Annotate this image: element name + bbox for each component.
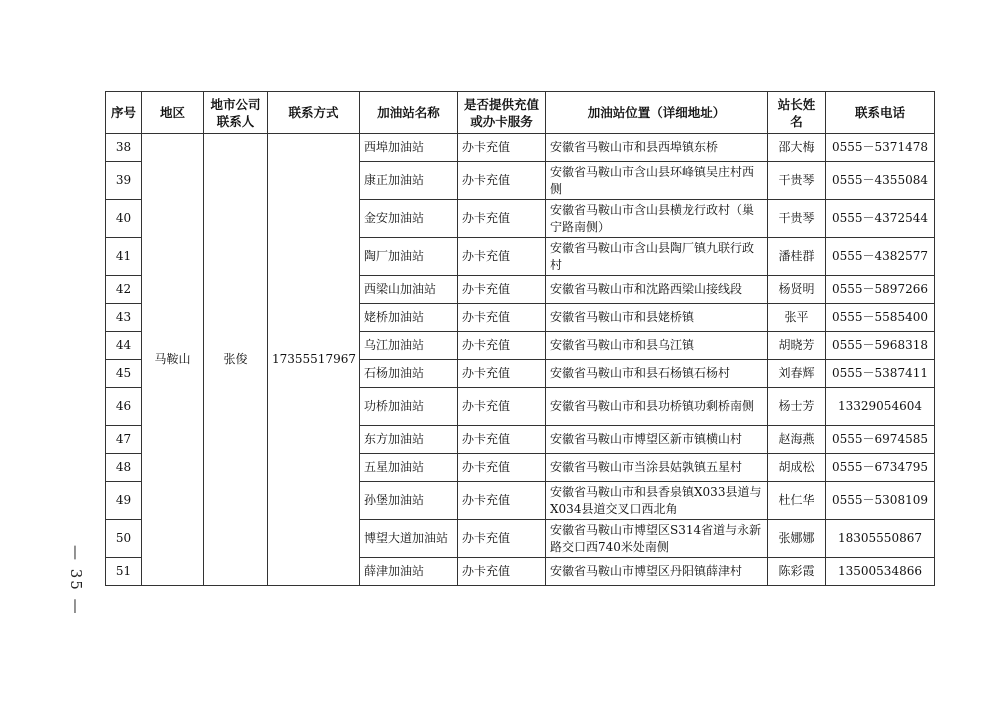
header-row	[106, 92, 935, 134]
service-type: 办卡充值	[458, 454, 546, 482]
station-phone: 18305550867	[826, 520, 935, 558]
manager-name: 张平	[768, 304, 826, 332]
row-number: 38	[106, 134, 142, 162]
manager-name: 陈彩霞	[768, 558, 826, 586]
station-address: 安徽省马鞍山市博望区新市镇横山村	[546, 426, 768, 454]
station-name: 姥桥加油站	[360, 304, 458, 332]
header-region: 地区	[142, 92, 204, 134]
row-number: 46	[106, 388, 142, 426]
region-cell: 马鞍山	[142, 134, 204, 586]
service-type: 办卡充值	[458, 426, 546, 454]
station-phone: 0555－5308109	[826, 482, 935, 520]
manager-name: 张娜娜	[768, 520, 826, 558]
station-address: 安徽省马鞍山市当涂县姑孰镇五星村	[546, 454, 768, 482]
station-address: 安徽省马鞍山市含山县环峰镇吴庄村西侧	[546, 162, 768, 200]
service-type: 办卡充值	[458, 520, 546, 558]
row-number: 49	[106, 482, 142, 520]
station-address: 安徽省马鞍山市和县香泉镇X033县道与X034县道交叉口西北角	[546, 482, 768, 520]
station-address: 安徽省马鞍山市和县功桥镇功剩桥南侧	[546, 388, 768, 426]
row-number: 48	[106, 454, 142, 482]
header-address: 加油站位置（详细地址）	[546, 92, 768, 134]
service-type: 办卡充值	[458, 304, 546, 332]
manager-name: 杨士芳	[768, 388, 826, 426]
station-name: 西埠加油站	[360, 134, 458, 162]
manager-name: 杨贤明	[768, 276, 826, 304]
station-name: 石杨加油站	[360, 360, 458, 388]
row-number: 51	[106, 558, 142, 586]
station-name: 金安加油站	[360, 200, 458, 238]
station-address: 安徽省马鞍山市和县西埠镇东桥	[546, 134, 768, 162]
table-row	[106, 134, 935, 162]
row-number: 39	[106, 162, 142, 200]
header-service: 是否提供充值或办卡服务	[458, 92, 546, 134]
gas-station-table	[105, 91, 935, 586]
header-station-name: 加油站名称	[360, 92, 458, 134]
station-name: 乌江加油站	[360, 332, 458, 360]
contact-phone-cell: 17355517967	[268, 134, 360, 586]
station-address: 安徽省马鞍山市和县乌江镇	[546, 332, 768, 360]
manager-name: 邵大梅	[768, 134, 826, 162]
row-number: 47	[106, 426, 142, 454]
service-type: 办卡充值	[458, 332, 546, 360]
station-phone: 0555－5371478	[826, 134, 935, 162]
station-name: 功桥加油站	[360, 388, 458, 426]
service-type: 办卡充值	[458, 200, 546, 238]
manager-name: 赵海燕	[768, 426, 826, 454]
station-address: 安徽省马鞍山市含山县横龙行政村（巢宁路南侧）	[546, 200, 768, 238]
station-phone: 0555－5585400	[826, 304, 935, 332]
station-name: 薛津加油站	[360, 558, 458, 586]
manager-name: 胡晓芳	[768, 332, 826, 360]
station-address: 安徽省马鞍山市和县姥桥镇	[546, 304, 768, 332]
service-type: 办卡充值	[458, 388, 546, 426]
station-address: 安徽省马鞍山市和县石杨镇石杨村	[546, 360, 768, 388]
station-phone: 0555－4355084	[826, 162, 935, 200]
station-name: 五星加油站	[360, 454, 458, 482]
row-number: 40	[106, 200, 142, 238]
header-manager: 站长姓名	[768, 92, 826, 134]
station-phone: 13329054604	[826, 388, 935, 426]
row-number: 45	[106, 360, 142, 388]
service-type: 办卡充值	[458, 238, 546, 276]
station-phone: 0555－6734795	[826, 454, 935, 482]
row-number: 50	[106, 520, 142, 558]
station-name: 西梁山加油站	[360, 276, 458, 304]
station-address: 安徽省马鞍山市含山县陶厂镇九联行政村	[546, 238, 768, 276]
manager-name: 干贵琴	[768, 200, 826, 238]
manager-name: 胡成松	[768, 454, 826, 482]
station-name: 康正加油站	[360, 162, 458, 200]
station-address: 安徽省马鞍山市博望区丹阳镇薛津村	[546, 558, 768, 586]
service-type: 办卡充值	[458, 276, 546, 304]
contact-person-cell: 张俊	[204, 134, 268, 586]
row-number: 44	[106, 332, 142, 360]
station-phone: 0555－4382577	[826, 238, 935, 276]
page-number	[64, 540, 85, 616]
station-name: 陶厂加油站	[360, 238, 458, 276]
row-number: 42	[106, 276, 142, 304]
station-name: 孙堡加油站	[360, 482, 458, 520]
manager-name: 刘春辉	[768, 360, 826, 388]
header-no: 序号	[106, 92, 142, 134]
service-type: 办卡充值	[458, 482, 546, 520]
station-name: 博望大道加油站	[360, 520, 458, 558]
station-phone: 0555－4372544	[826, 200, 935, 238]
header-phone: 联系电话	[826, 92, 935, 134]
station-phone: 0555－5387411	[826, 360, 935, 388]
manager-name: 潘桂群	[768, 238, 826, 276]
header-contact-method: 联系方式	[268, 92, 360, 134]
manager-name: 杜仁华	[768, 482, 826, 520]
service-type: 办卡充值	[458, 558, 546, 586]
station-address: 安徽省马鞍山市博望区S314省道与永新路交口西740米处南侧	[546, 520, 768, 558]
station-phone: 0555－5968318	[826, 332, 935, 360]
station-address: 安徽省马鞍山市和沈路西梁山接线段	[546, 276, 768, 304]
station-phone: 0555－5897266	[826, 276, 935, 304]
row-number: 43	[106, 304, 142, 332]
station-phone: 13500534866	[826, 558, 935, 586]
row-number: 41	[106, 238, 142, 276]
service-type: 办卡充值	[458, 162, 546, 200]
header-contact-person: 地市公司联系人	[204, 92, 268, 134]
station-name: 东方加油站	[360, 426, 458, 454]
page-number-text: — 35 —	[67, 545, 85, 616]
service-type: 办卡充值	[458, 134, 546, 162]
manager-name: 干贵琴	[768, 162, 826, 200]
service-type: 办卡充值	[458, 360, 546, 388]
station-phone: 0555－6974585	[826, 426, 935, 454]
